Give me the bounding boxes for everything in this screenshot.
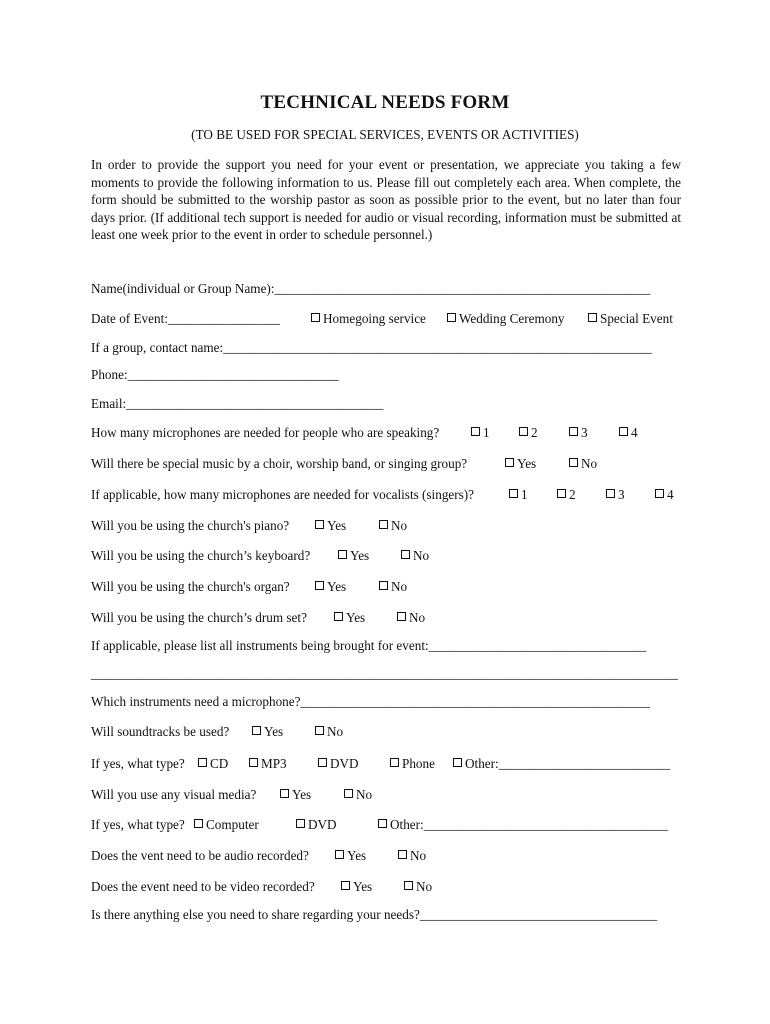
special-music-question: Will there be special music by a choir, worship band, or singing group? xyxy=(91,456,468,471)
soundtracks-yes[interactable]: Yes xyxy=(252,724,283,740)
checkbox[interactable] xyxy=(619,427,628,436)
contact-name-field[interactable]: If a group, contact name:_________________________________________________________________ xyxy=(91,340,652,355)
checkbox[interactable] xyxy=(453,758,462,767)
instruments-blank-line[interactable]: _________________________________________________________________________________________ xyxy=(91,666,678,681)
phone-field[interactable]: Phone:________________________________ xyxy=(91,367,339,382)
audio-recorded-question: Does the vent need to be audio recorded? xyxy=(91,848,309,863)
checkbox[interactable] xyxy=(606,489,615,498)
checkbox[interactable] xyxy=(315,581,324,590)
checkbox[interactable] xyxy=(335,850,344,859)
checkbox[interactable] xyxy=(569,427,578,436)
visual-media-no[interactable]: No xyxy=(344,787,372,803)
visual-media-yes[interactable]: Yes xyxy=(280,787,311,803)
checkbox[interactable] xyxy=(471,427,480,436)
checkbox[interactable] xyxy=(655,489,664,498)
checkbox[interactable] xyxy=(379,581,388,590)
visual-type-dvd[interactable]: DVD xyxy=(296,817,337,833)
checkbox[interactable] xyxy=(318,758,327,767)
soundtrack-type-label: If yes, what type? xyxy=(91,756,185,771)
checkbox[interactable] xyxy=(398,850,407,859)
name-field[interactable]: Name(individual or Group Name):_________________________________________________________ xyxy=(91,281,651,296)
checkbox[interactable] xyxy=(344,789,353,798)
checkbox[interactable] xyxy=(509,489,518,498)
special-music-yes[interactable]: Yes xyxy=(505,456,536,472)
video-recorded-question: Does the event need to be video recorded? xyxy=(91,879,315,894)
checkbox[interactable] xyxy=(569,458,578,467)
mic-question: How many microphones are needed for people who are speaking? xyxy=(91,425,440,440)
checkbox[interactable] xyxy=(280,789,289,798)
special-music-no[interactable]: No xyxy=(569,456,597,472)
organ-question: Will you be using the church's organ? xyxy=(91,579,290,594)
checkbox[interactable] xyxy=(401,550,410,559)
event-type-special[interactable]: Special Event xyxy=(588,311,673,327)
checkbox[interactable] xyxy=(379,520,388,529)
vocalist-option-4[interactable]: 4 xyxy=(655,487,674,503)
keyboard-question: Will you be using the church’s keyboard? xyxy=(91,548,311,563)
instruments-field[interactable]: If applicable, please list all instruments being brought for event:_________________________________ xyxy=(91,638,647,653)
piano-yes[interactable]: Yes xyxy=(315,518,346,534)
checkbox[interactable] xyxy=(447,313,456,322)
vocalist-option-3[interactable]: 3 xyxy=(606,487,625,503)
event-type-homegoing[interactable]: Homegoing service xyxy=(311,311,426,327)
checkbox[interactable] xyxy=(315,726,324,735)
checkbox[interactable] xyxy=(194,819,203,828)
instruments-mic-field[interactable]: Which instruments need a microphone?_____________________________________________________ xyxy=(91,694,650,709)
checkbox[interactable] xyxy=(311,313,320,322)
visual-media-question: Will you use any visual media? xyxy=(91,787,257,802)
vocalist-question: If applicable, how many microphones are needed for vocalists (singers)? xyxy=(91,487,475,502)
drum-no[interactable]: No xyxy=(397,610,425,626)
organ-no[interactable]: No xyxy=(379,579,407,595)
visual-type-label: If yes, what type? xyxy=(91,817,185,832)
checkbox[interactable] xyxy=(378,819,387,828)
mic-option-4[interactable]: 4 xyxy=(619,425,638,441)
checkbox[interactable] xyxy=(341,881,350,890)
checkbox[interactable] xyxy=(519,427,528,436)
soundtrack-type-other[interactable]: Other:__________________________ xyxy=(453,756,670,772)
form-subtitle: (TO BE USED FOR SPECIAL SERVICES, EVENTS OR ACTIVITIES) xyxy=(191,127,579,142)
checkbox[interactable] xyxy=(198,758,207,767)
audio-recorded-yes[interactable]: Yes xyxy=(335,848,366,864)
checkbox[interactable] xyxy=(334,612,343,621)
soundtrack-type-phone[interactable]: Phone xyxy=(390,756,435,772)
soundtrack-type-cd[interactable]: CD xyxy=(198,756,228,772)
anything-else-field[interactable]: Is there anything else you need to share regarding your needs?____________________________________ xyxy=(91,907,658,922)
video-recorded-no[interactable]: No xyxy=(404,879,432,895)
visual-type-computer[interactable]: Computer xyxy=(194,817,259,833)
checkbox[interactable] xyxy=(252,726,261,735)
organ-yes[interactable]: Yes xyxy=(315,579,346,595)
email-field[interactable]: Email:_______________________________________ xyxy=(91,396,384,411)
soundtracks-no[interactable]: No xyxy=(315,724,343,740)
form-title: TECHNICAL NEEDS FORM xyxy=(260,92,510,113)
intro-paragraph: In order to provide the support you need for your event or presentation, we appreciate you taking a few moments to provide the following information to us. Please fill out completely each area. When complete, the form should be submitted to the worship pastor as soon as possible prior to the event, but no later than four days prior. (If additional tech support is needed for audio or visual recording, information must be submitted at least one week prior to the event in order to schedule personnel.) xyxy=(91,157,681,243)
checkbox[interactable] xyxy=(315,520,324,529)
mic-option-3[interactable]: 3 xyxy=(569,425,588,441)
checkbox[interactable] xyxy=(296,819,305,828)
checkbox[interactable] xyxy=(390,758,399,767)
date-field[interactable]: Date of Event:_________________ xyxy=(91,311,280,326)
visual-type-other[interactable]: Other:_____________________________________ xyxy=(378,817,668,833)
drum-yes[interactable]: Yes xyxy=(334,610,365,626)
mic-option-2[interactable]: 2 xyxy=(519,425,538,441)
vocalist-option-1[interactable]: 1 xyxy=(509,487,528,503)
checkbox[interactable] xyxy=(249,758,258,767)
checkbox[interactable] xyxy=(505,458,514,467)
event-type-wedding[interactable]: Wedding Ceremony xyxy=(447,311,565,327)
keyboard-yes[interactable]: Yes xyxy=(338,548,369,564)
piano-no[interactable]: No xyxy=(379,518,407,534)
soundtracks-question: Will soundtracks be used? xyxy=(91,724,230,739)
vocalist-option-2[interactable]: 2 xyxy=(557,487,576,503)
checkbox[interactable] xyxy=(338,550,347,559)
checkbox[interactable] xyxy=(404,881,413,890)
checkbox[interactable] xyxy=(588,313,597,322)
video-recorded-yes[interactable]: Yes xyxy=(341,879,372,895)
checkbox[interactable] xyxy=(557,489,566,498)
keyboard-no[interactable]: No xyxy=(401,548,429,564)
drum-question: Will you be using the church’s drum set? xyxy=(91,610,307,625)
soundtrack-type-mp3[interactable]: MP3 xyxy=(249,756,287,772)
mic-option-1[interactable]: 1 xyxy=(471,425,490,441)
audio-recorded-no[interactable]: No xyxy=(398,848,426,864)
checkbox[interactable] xyxy=(397,612,406,621)
soundtrack-type-dvd[interactable]: DVD xyxy=(318,756,359,772)
piano-question: Will you be using the church's piano? xyxy=(91,518,290,533)
